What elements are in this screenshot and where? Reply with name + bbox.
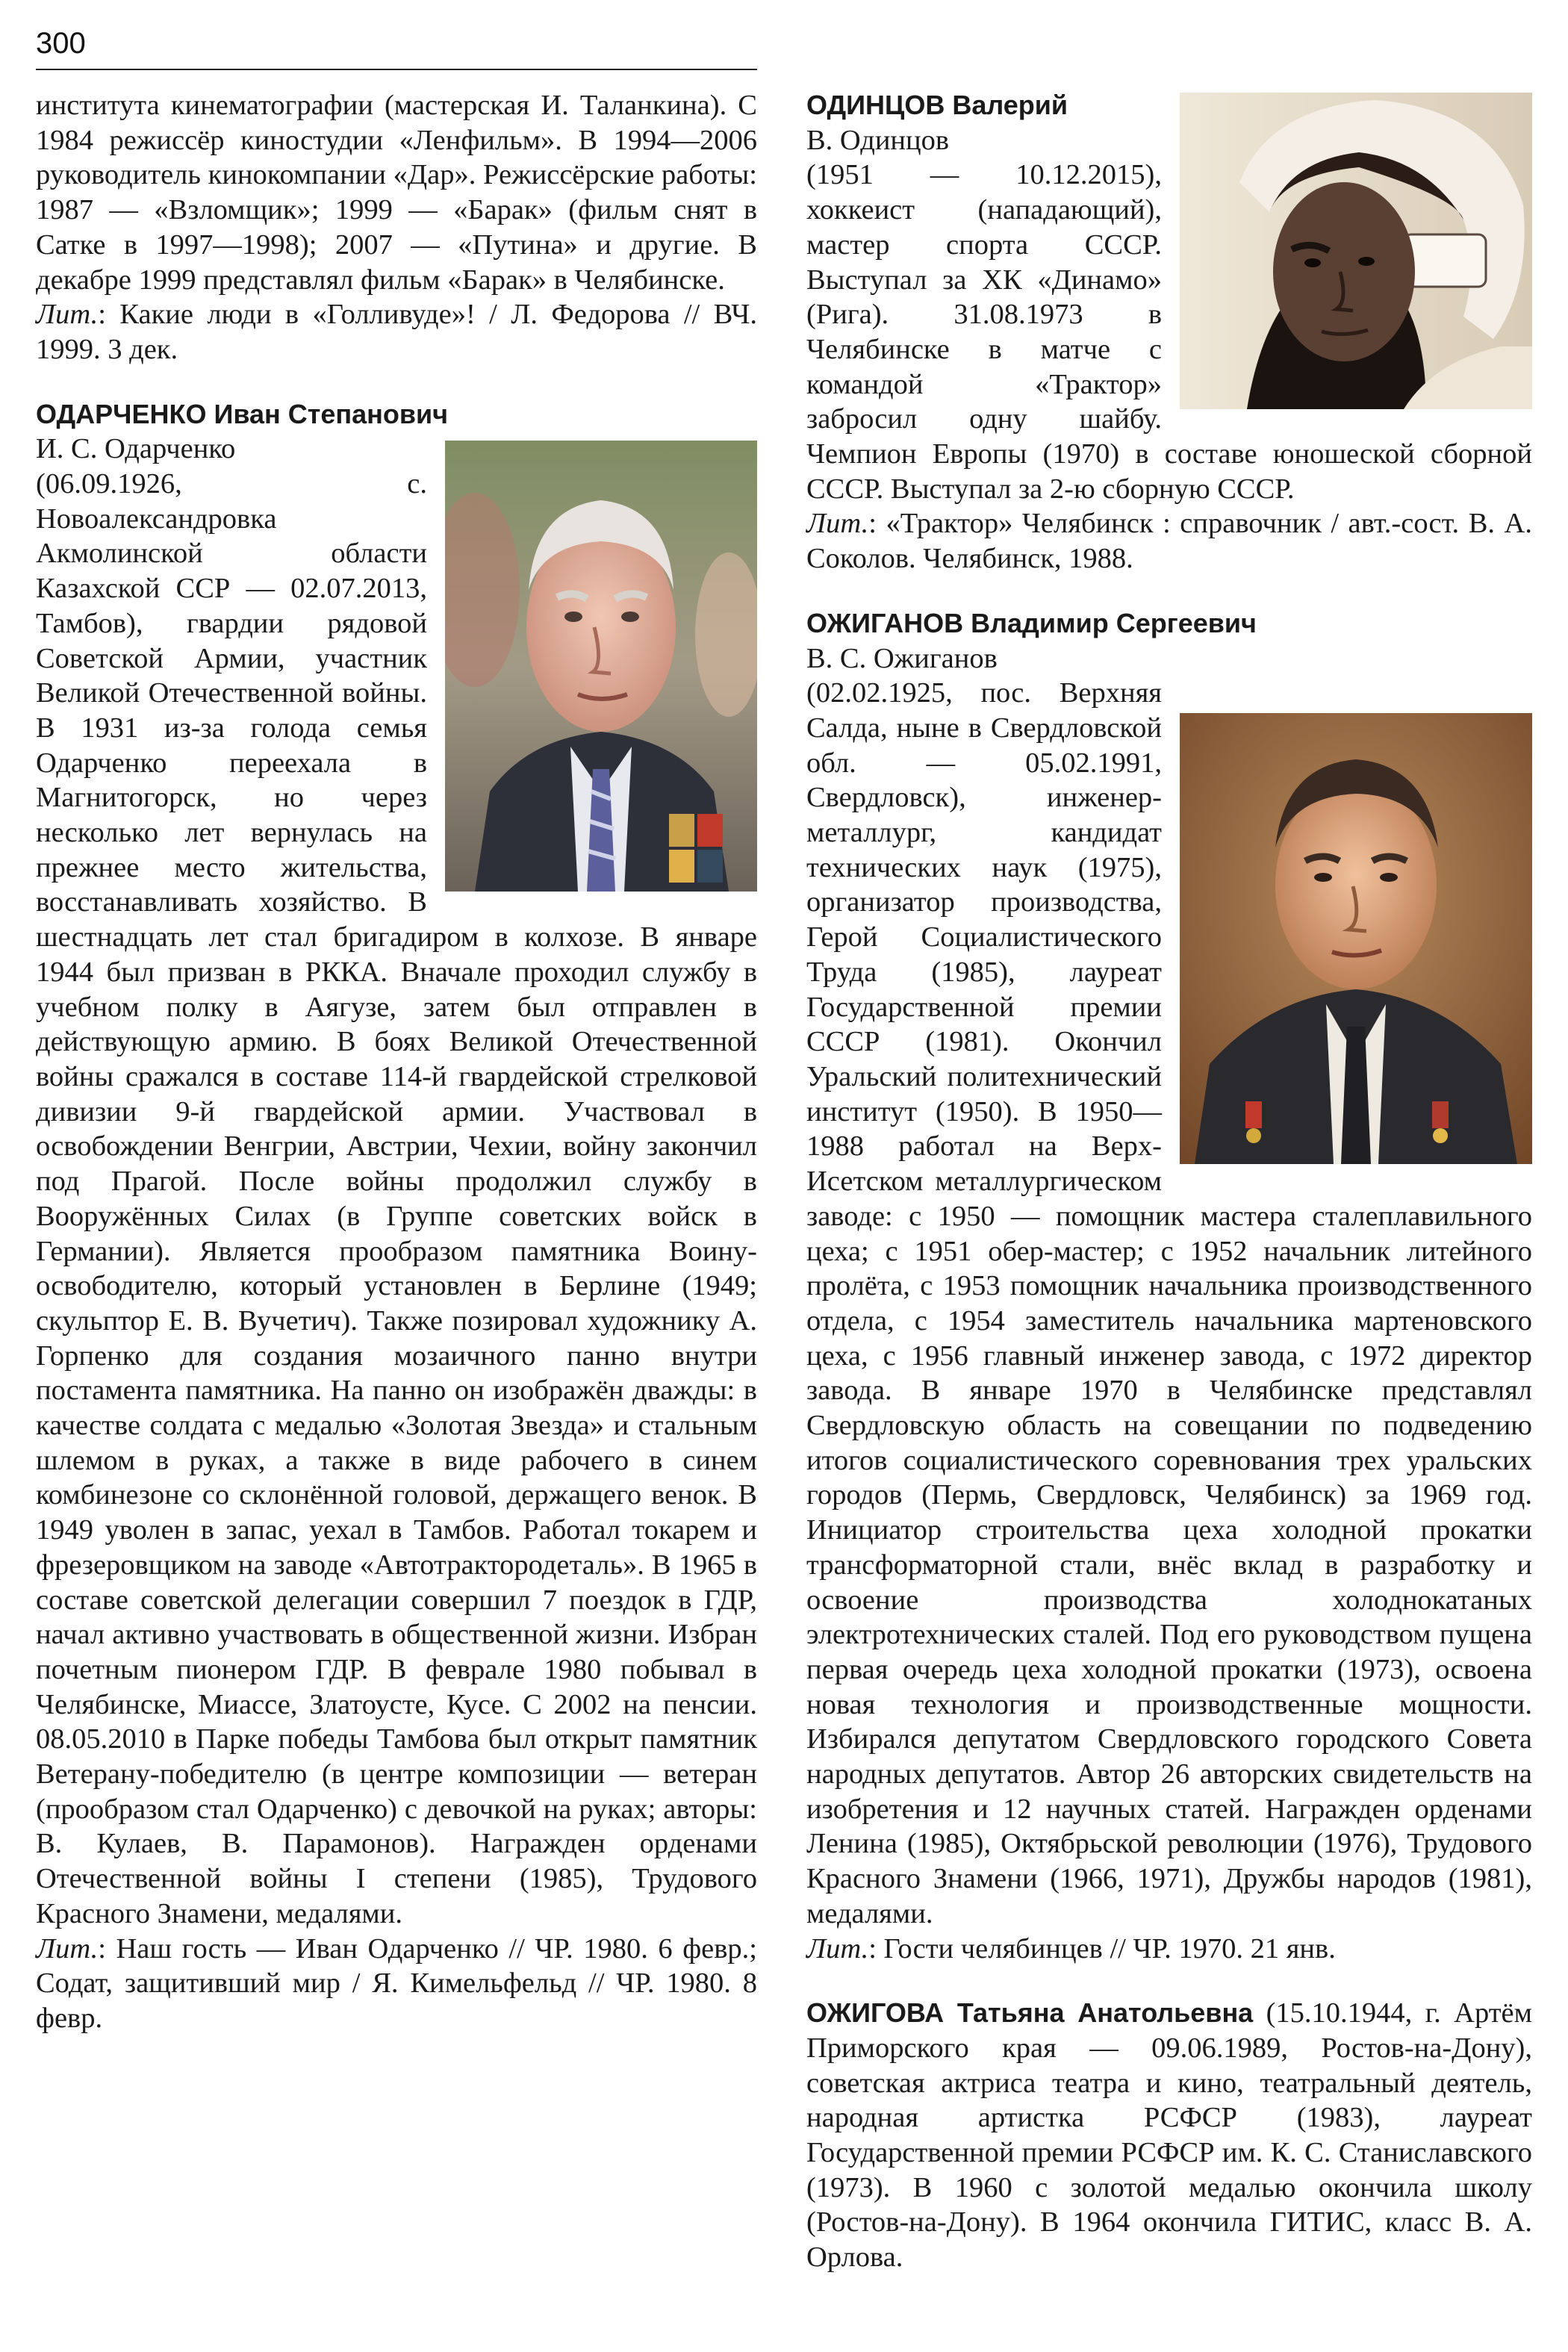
lit-text: : Гости челябинцев // ЧР. 1970. 21 янв. [868, 1932, 1336, 1964]
entry-ozhiganov-body [806, 606, 1532, 641]
odarchenko-literature [36, 1932, 757, 2036]
left-column [36, 88, 757, 2066]
figure-ozhiganov [1180, 713, 1532, 1164]
ozhiganov-literature [806, 1932, 1532, 1967]
portrait-photo [1180, 93, 1532, 409]
lit-label: Лит. [806, 508, 869, 540]
figure-caption: В. С. Ожиганов [806, 642, 998, 674]
continuation-text: института кинематографии (мастерская И. Таланкина). С 1984 режиссёр киностудии «Ленфильм». В 1994—2006 руководитель кинокомпании «Дар». Режиссёрские работы: 1987 — «Взломщик»; 1999 — «Барак» (фильм снят в Сатке в 1997—1998); 2007 — «Путина» и другие. В декабре 1999 представлял фильм «Барак» в Челябинске. [36, 90, 757, 296]
continuation-literature [36, 297, 757, 367]
entry-text: (06.09.1926, с. Новоалександровка Акмолинской области Казахской ССР — 02.07.2013, Тамбов), гвардии рядовой Советской Армии, участник Великой Отечественной войны. В 1931 из-за голода семья Одарченко переехала в Магнитогорск, но через несколько лет вернулась на прежнее место жительства, восстанавливать хозяйство. В шестнадцать лет стал бригадиром в колхозе. В январе 1944 был призван в РККА. Вначале проходил службу в учебном полку в Аягузе, затем был отправлен в действующую армию. В боях Великой Отечественной войны сражался в составе 114-й гвардейской стрелковой дивизии 9-й гвардейской армии. Участвовал в освобождении Венгрии, Австрии, Чехии, войну закончил под Прагой. После войны продолжил службу в Вооружённых Силах (в Группе советских войск в Германии). Является прообразом памятника Воину-освободителю, который установлен в Берлине (1949; скульптор Е. В. Вучетич). Также позировал художнику А. Горпенко для создания мозаичного панно внутри постамента памятника. На панно он изображён дважды: в качестве солдата с медалью «Золотая Звезда» и стальным шлемом в руках, а также в виде рабочего в синем комбинезоне со склонённой головой, держащего венок. В 1949 уволен в запас, уехал в Тамбов. Работал токарем и фрезеровщиком на заводе «Автотрактородеталь». В 1965 в составе советской делегации совершил 7 поездок в ГДР, начал активно участвовать в общественной жизни. Избран почетным пионером ГДР. В феврале 1980 побывал в Челябинске, Миассе, Златоусте, Кусе. С 2002 на пенсии. 08.05.2010 в Парке победы Тамбова был открыт памятник Ветерану-победителю (в центре композиции — ветеран (прообразом стал Одарченко) с девочкой на руках; авторы: В. Кулаев, В. Парамонов). Награжден орденами Отечественной войны I степени (1985), Трудового Красного Знамени, медалями. [36, 468, 757, 1929]
lit-text: : Наш гость — Иван Одарченко // ЧР. 1980. 6 февр.; Содат, защитивший мир / Я. Кимельфельд // ЧР. 1980. 8 февр. [36, 1932, 757, 2034]
header-rule [36, 69, 757, 70]
entry-heading: ОДИНЦОВ Валерий [806, 90, 1068, 120]
lit-label: Лит. [36, 1932, 99, 1964]
entry-ozhigova-body [806, 1996, 1532, 2275]
figure-caption: И. С. Одарченко [36, 433, 236, 465]
entry-text: (1951 — 10.12.2015), хоккеист (нападающий), мастер спорта СССР. Выступал за ХК «Динамо» (Рига). 31.08.1973 в Челябинске в матче с командой «Трактор» забросил одну шайбу. Чемпион Европы (1970) в составе юношеской сборной СССР. Выступал за 2-ю сборную СССР. [806, 159, 1532, 505]
page-number: 300 [36, 27, 86, 60]
lit-text: : Какие люди в «Голливуде»! / Л. Федорова // ВЧ. 1999. 3 дек. [36, 299, 757, 365]
entry-text: (15.10.1944, г. Артём Приморского края — 09.06.1989, Ростов-на-Дону), советская актриса театра и кино, театральный деятель, народная артистка РСФСР (1983), лауреат Государственной премии РСФСР им. К. С. Станиславского (1973). В 1960 с золотой медалью окончила школу (Ростов-на-Дону). В 1964 окончила ГИТИС, класс В. А. Орлова. [806, 1997, 1533, 2274]
entry-heading: ОЖИГОВА Татьяна Анатольевна [806, 1997, 1254, 2029]
portrait-photo [1180, 713, 1532, 1164]
entry-odintsov-body [806, 88, 1532, 123]
portrait-photo [445, 441, 757, 892]
odintsov-literature [806, 506, 1532, 576]
entry-odarchenko [36, 397, 757, 2036]
entry-ozhiganov [806, 606, 1532, 1966]
right-column [806, 88, 1532, 2305]
entry-odarchenko-body [36, 397, 757, 432]
figure-odintsov [1180, 93, 1532, 409]
figure-odarchenko [445, 441, 757, 892]
entry-text: (02.02.1925, пос. Верхняя Салда, ныне в Свердловской обл. — 05.02.1991, Свердловск), инженер-металлург, кандидат технических наук (1975), организатор производства, Герой Социалистического Труда (1985), лауреат Государственной премии СССР (1981). Окончил Уральский политехнический институт (1950). В 1950—1988 работал на Верх-Исетском металлургическом заводе: с 1950 — помощник мастера сталеплавильного цеха; с 1951 обер-мастер; с 1952 начальник литейного пролёта, с 1953 помощник начальника производственного отдела, с 1954 заместитель начальника мартеновского цеха, с 1956 главный инженер завода, с 1972 директор завода. В январе 1970 в Челябинске представлял Свердловскую область на совещании по подведению итогов социалистического соревнования трех уральских городов (Пермь, Свердловск, Челябинск) за 1969 год. Инициатор строительства цеха холодной прокатки трансформаторной стали, внёс вклад в разработку и освоение производства холоднокатаных электротехнических сталей. Под его руководством пущена первая очередь цеха холодной прокатки (1973), освоена новая технология и производственные мощности. Избирался депутатом Свердловского городского Совета народных депутатов. Автор 26 авторских свидетельств на изобретения и 12 научных статей. Награжден орденами Ленина (1985), Октябрьской революции (1976), Трудового Красного Знамени (1966, 1971), Дружбы народов (1981), медалями. [806, 677, 1532, 1929]
entry-ozhigova [806, 1996, 1532, 2275]
entry-continuation [36, 88, 757, 367]
lit-text: : «Трактор» Челябинск : справочник / авт.-сост. В. А. Соколов. Челябинск, 1988. [806, 508, 1532, 575]
lit-label: Лит. [36, 299, 99, 331]
lit-label: Лит. [806, 1932, 869, 1964]
figure-caption: В. Одинцов [806, 124, 950, 156]
entry-heading: ОЖИГАНОВ Владимир Сергеевич [806, 607, 1257, 638]
entry-heading: ОДАРЧЕНКО Иван Степанович [36, 398, 449, 429]
entry-odintsov [806, 88, 1532, 576]
